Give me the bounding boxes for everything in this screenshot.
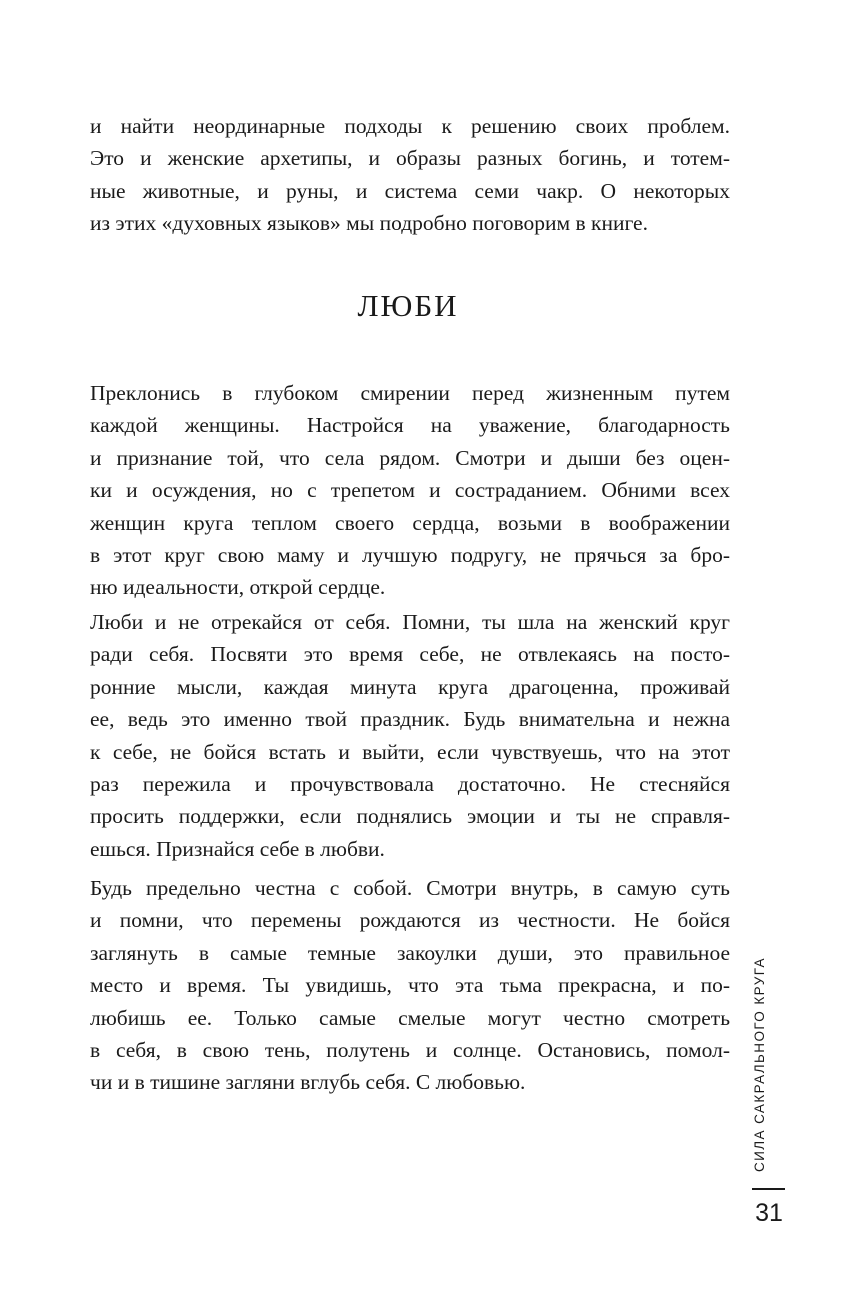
text-line: чи и в тишине загляни вглубь себя. С любовью. xyxy=(90,1070,526,1095)
folio-divider xyxy=(752,1188,785,1190)
text-line: ные животные, и руны, и система семи чакр. О некоторых xyxy=(90,178,730,203)
text-line: ешься. Признайся себе в любви. xyxy=(90,836,385,861)
text-line: ню идеальности, открой сердце. xyxy=(90,575,386,600)
text-line: просить поддержки, если поднялись эмоции и ты не справля- xyxy=(90,804,730,829)
text-line: каждой женщины. Настройся на уважение, благодарность xyxy=(90,413,730,438)
text-line: Преклонись в глубоком смирении перед жизненным путем xyxy=(90,381,730,405)
paragraph-3 xyxy=(90,872,730,1099)
section-heading: ЛЮБИ xyxy=(357,288,459,323)
text-line: ки и осуждения, но с трепетом и состраданием. Обними всех xyxy=(90,478,730,503)
text-line: место и время. Ты увидишь, что эта тьма прекрасна, и по- xyxy=(90,973,730,998)
text-line: любишь ее. Только самые смелые могут честно смотреть xyxy=(90,1005,730,1030)
text-line: из этих «духовных языков» мы подробно поговорим в книге. xyxy=(90,211,648,236)
text-line: Это и женские архетипы, и образы разных богинь, и тотем- xyxy=(90,146,730,171)
text-line: Будь предельно честна с собой. Смотри внутрь, в самую суть xyxy=(90,876,730,900)
text-line: и признание той, что села рядом. Смотри и дыши без оцен- xyxy=(90,445,730,470)
text-line: заглянуть в самые темные закоулки души, это правильное xyxy=(90,940,730,965)
text-line: ее, ведь это именно твой праздник. Будь внимательна и нежна xyxy=(90,707,730,732)
text-line: женщин круга теплом своего сердца, возьми в воображении xyxy=(90,510,730,535)
paragraph-1 xyxy=(90,377,730,604)
text-line: ронние мысли, каждая минута круга драгоценна, проживай xyxy=(90,674,730,699)
text-line: раз пережила и прочувствовала достаточно. Не стесняйся xyxy=(90,771,730,796)
text-line: Люби и не отрекайся от себя. Помни, ты шла на женский круг xyxy=(90,610,730,634)
text-line: в этот круг свою маму и лучшую подругу, не прячься за бро- xyxy=(90,542,730,567)
text-line: ради себя. Посвяти это время себе, не отвлекаясь на посто- xyxy=(90,642,730,667)
paragraph-2 xyxy=(90,606,730,865)
intro-paragraph xyxy=(90,110,730,240)
text-line: к себе, не бойся встать и выйти, если чувствуешь, что на этот xyxy=(90,739,730,764)
running-head: СИЛА САКРАЛЬНОГО КРУГА xyxy=(752,957,767,1172)
page-number: 31 xyxy=(755,1199,783,1227)
text-line: и найти неординарные подходы к решению своих проблем. xyxy=(90,114,730,138)
text-line: в себя, в свою тень, полутень и солнце. Остановись, помол- xyxy=(90,1037,730,1062)
text-line: и помни, что перемены рождаются из честности. Не бойся xyxy=(90,908,730,933)
